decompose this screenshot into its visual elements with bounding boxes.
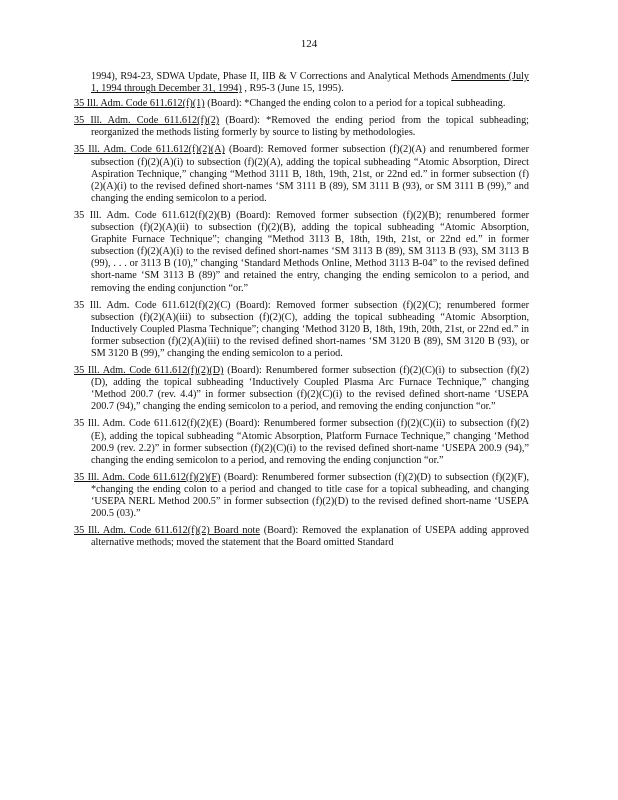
source: (Board): (236, 209, 271, 221)
citation: 35 Ill. Adm. Code 611.612(f)(2)(D) (74, 365, 224, 377)
citation: 35 Ill. Adm. Code 611.612(f)(2)(A) (74, 144, 225, 156)
page-number: 124 (300, 38, 318, 50)
citation: 35 Ill. Adm. Code 611.612(f)(2) (74, 115, 220, 127)
source: (Board): (236, 299, 271, 311)
citation: 35 Ill. Adm. Code 611.612(f)(2)(B) (74, 209, 231, 221)
document-body (74, 71, 529, 554)
citation: 35 Ill. Adm. Code 611.612(f)(2) Board note (74, 525, 260, 537)
entry-text: Renumbered former subsection (f)(2)(D) to subsection (f)(2)(F), *changing the ending colon to a period and changed to title case for a topical subheading, and changing ‘USEPA NERL Method 200.5” in former subsection (f)(2)(D) to the revised defined short-name ‘USEPA 200.5 (03).” (91, 471, 530, 520)
source: (Board): (225, 115, 260, 127)
entry-f2e (74, 418, 529, 466)
source: (Board): (227, 365, 262, 377)
source: (Board): (228, 144, 264, 156)
entry-text: Removed former subsection (f)(2)(B); renumbered former subsection (f)(2)(A)(ii) to subsection (f)(2)(B), adding the topical subheading “Atomic Absorption, Graphite Furnace Technique”; changing “Method 3113 B, 18th, 19th, 21st, or 22nd ed.” in former subsection (f)(2)(A)(i) to the revised defined short-names ‘SM 3113 B (89), SM 3113 B (93), SM 3113 B (99), . . . or 3113 B (10),” changing ‘Standard Methods Online, Method 3113 B-04” to the revised defined short-name ‘SM 3113 B (89)” and retained the entry, changing the ending semicolon to a period, and removing the ending conjunction “or.” (91, 209, 529, 294)
citation: 35 Ill. Adm. Code 611.612(f)(1) (74, 98, 205, 110)
entry-f2d (74, 365, 529, 413)
citation: 35 Ill. Adm. Code 611.612(f)(2)(C) (74, 299, 231, 311)
source: (Board): (223, 471, 259, 483)
citation: 35 Ill. Adm. Code 611.612(f)(2)(F) (74, 471, 221, 483)
entry-text: Renumbered former subsection (f)(2)(C)(ii) to subsection (f)(2)(E), adding the topical subheading “Atomic Absorption, Platform Furnace Technique,” changing ‘Method 200.9 (rev. 2.2)” in former subsection (f)(2)(C)(i) to the revised defined short-name ‘USEPA 200.9 (94),” changing the ending semicolon to a period, and removing the ending conjunction “or.” (91, 418, 530, 466)
entry-text: Removed former subsection (f)(2)(A) and renumbered former subsection (f)(2)(A)(i) to subsection (f)(2)(A), adding the topical subheading “Atomic Absorption, Direct Aspiration Technique,” changing “Method 3111 B, 18th, 19th, 21st, or 22nd ed.” in former subsection (f)(2)(A)(i) to the revised defined short-names ‘SM 3111 B (89), SM 3111 B (93), or SM 3111 B (99),” and changing the ending semicolon to a period. (91, 144, 530, 204)
intro-text: 1994), R94-23, SDWA Update, Phase II, IIB & V Corrections and Analytical Methods (91, 71, 452, 82)
source: (Board): (225, 418, 260, 430)
source: (Board): (263, 525, 299, 537)
entry-f1 (74, 98, 529, 110)
entry-text: *Removed the ending period from the topical subheading; reorganized the methods listing formerly by source to listing by methodologies. (91, 115, 530, 139)
entry-f2a (74, 144, 529, 204)
entry-f2-board-note (74, 525, 529, 549)
entry-f2b (74, 210, 529, 295)
entry-text: *Changed the ending colon to a period for a topical subheading. (244, 98, 506, 110)
intro-end-text: , R95-3 (June 15, 1995). (241, 83, 344, 95)
entry-text: Removed former subsection (f)(2)(C); renumbered former subsection (f)(2)(A)(iii) to subsection (f)(2)(C), adding the topical subheading “Atomic Absorption, Inductively Coupled Plasma Technique”; changing ‘Method 3120 B, 18th, 19th, 20th, 21st, or 22nd ed.” in former subsection (f)(2)(A)(iii) to the revised defined short-names ‘SM 3120 B (89), SM 3120 B (93), or SM 3120 B (99),” changing the ending semicolon to a period. (91, 299, 529, 359)
entry-f2c (74, 300, 529, 360)
entry-f2 (74, 115, 529, 139)
intro-underlined-text: Amendments (July 1, 1994 through December 31, 1994) (91, 71, 529, 95)
entry-f2f (74, 472, 529, 520)
citation: 35 Ill. Adm. Code 611.612(f)(2)(E) (74, 418, 222, 430)
entry-text: Renumbered former subsection (f)(2)(C)(i) to subsection (f)(2)(D), adding the topical subheading ‘Inductively Coupled Plasma Arc Furnace Technique,” changing ‘Method 200.7 (rev. 4.4)” in former subsection (f)(2)(C)(i) to the revised defined short-name ‘USEPA 200.7 (94),” changing the ending semicolon to a period, and removing the ending conjunction “or.” (91, 365, 530, 413)
history-continuation (74, 71, 529, 95)
source: (Board): (207, 98, 242, 110)
entry-text: Removed the explanation of USEPA adding approved alternative methods; moved the statement that the Board omitted Standard (91, 525, 530, 549)
